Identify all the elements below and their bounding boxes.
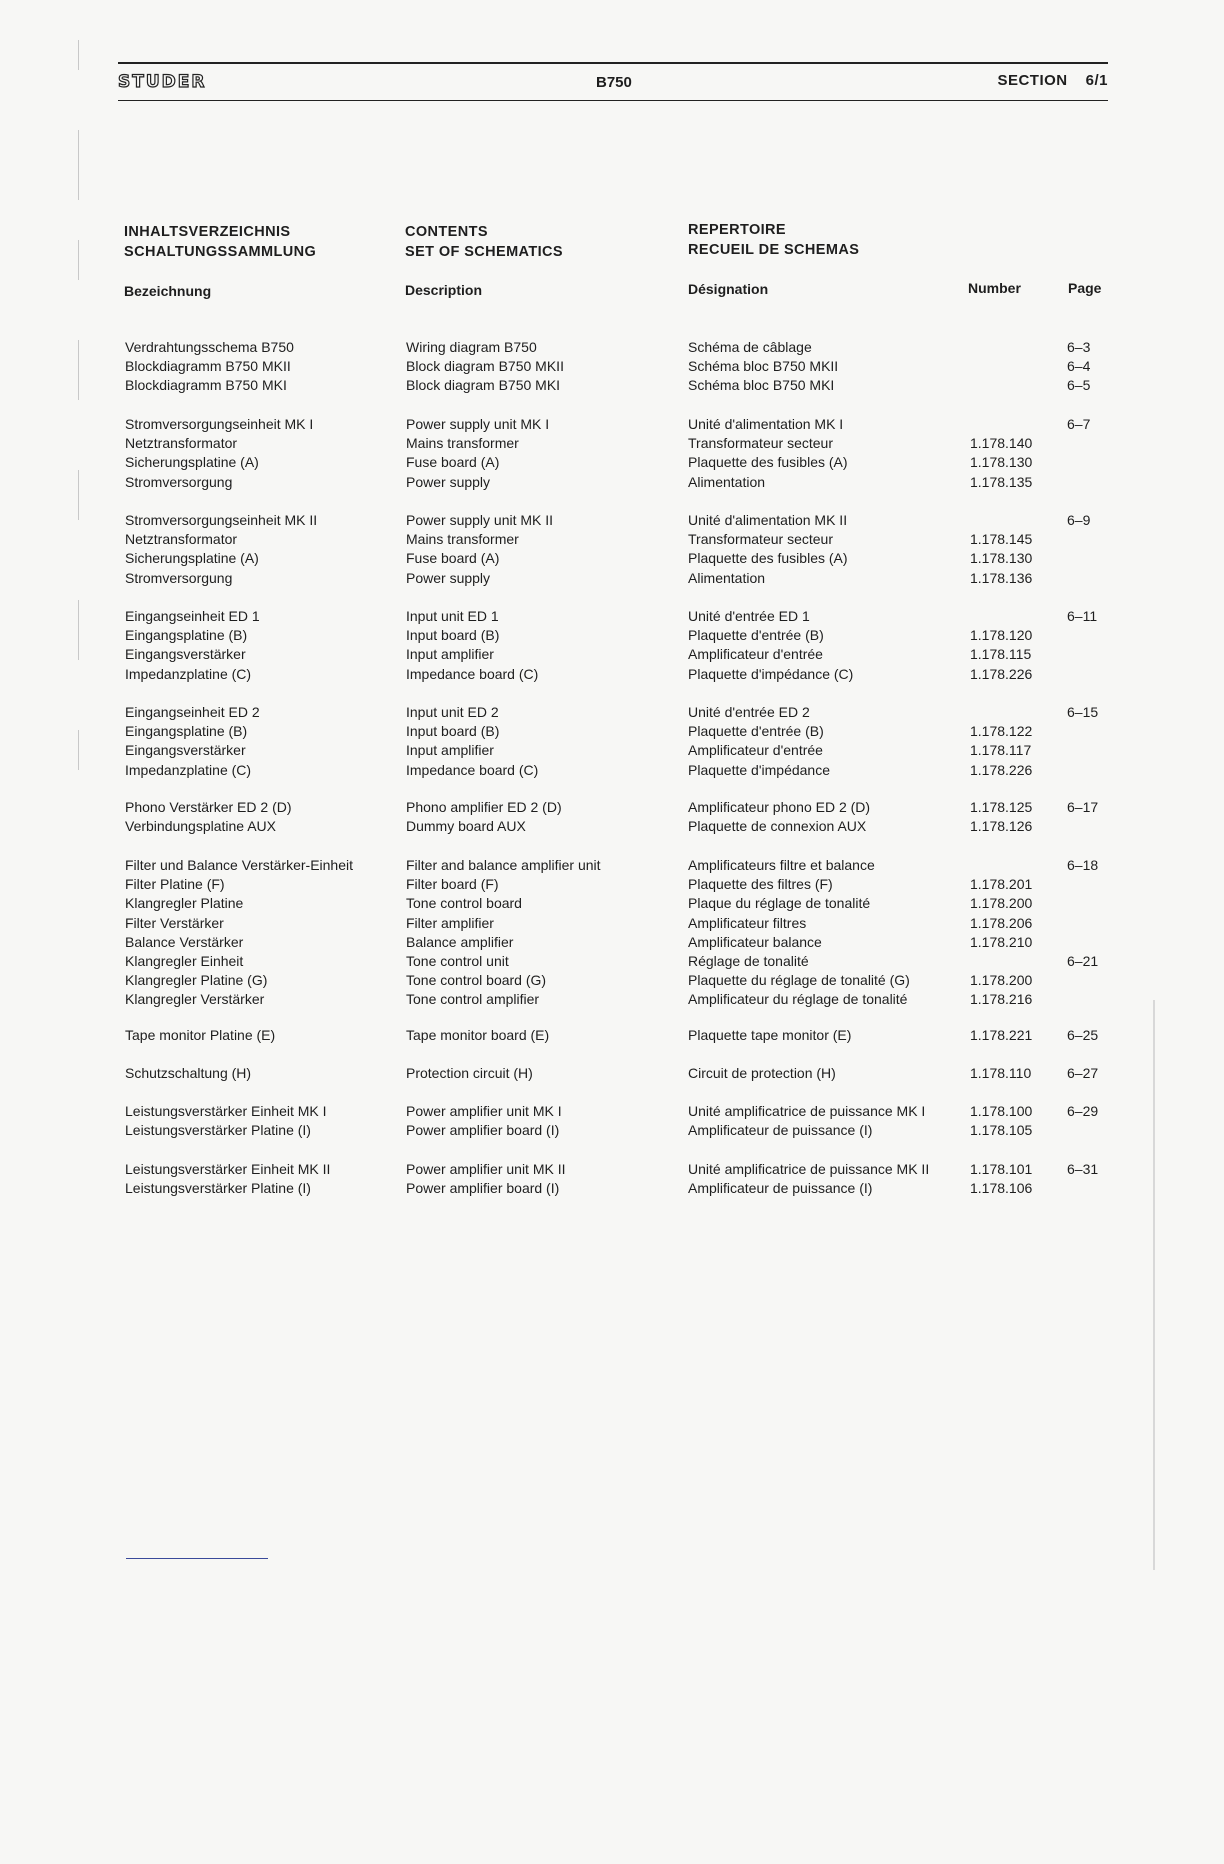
toc-row <box>0 933 1224 952</box>
german-title-line-1: INHALTSVERZEICHNIS <box>124 224 291 240</box>
english-entry: Power amplifier board (I) <box>406 1122 560 1139</box>
toc-group <box>0 338 1224 396</box>
english-entry: Filter amplifier <box>406 914 494 931</box>
studer-logo: STUDER <box>118 72 207 92</box>
part-number: 1.178.140 <box>970 435 1033 452</box>
part-number: 1.178.210 <box>970 933 1033 950</box>
toc-group <box>0 1064 1224 1083</box>
page-number: 6–9 <box>1067 512 1091 528</box>
part-number: 1.178.106 <box>970 1180 1033 1197</box>
toc-row <box>0 1064 1224 1083</box>
toc-row <box>0 856 1224 875</box>
toc-row <box>0 761 1224 780</box>
column-header-french: Désignation <box>688 281 769 297</box>
german-entry: Filter Verstärker <box>125 914 224 931</box>
toc-group <box>0 607 1224 684</box>
toc-row <box>0 376 1224 395</box>
part-number: 1.178.130 <box>970 454 1033 471</box>
english-entry: Dummy board AUX <box>406 818 526 835</box>
french-entry: Unité d'alimentation MK I <box>688 416 844 432</box>
german-entry: Sicherungsplatine (A) <box>125 550 259 567</box>
french-entry: Amplificateur balance <box>688 933 822 950</box>
toc-group <box>0 415 1224 492</box>
french-entry: Amplificateur de puissance (I) <box>688 1122 873 1139</box>
english-entry: Fuse board (A) <box>406 550 500 567</box>
french-entry: Amplificateur d'entrée <box>688 646 823 663</box>
english-entry: Impedance board (C) <box>406 761 539 778</box>
toc-row <box>0 1121 1224 1140</box>
french-entry: Plaquette d'impédance (C) <box>688 665 854 682</box>
page-number: 6–7 <box>1067 416 1091 432</box>
french-entry: Amplificateur phono ED 2 (D) <box>688 799 871 815</box>
page-number: 6–31 <box>1067 1161 1099 1177</box>
english-entry: Mains transformer <box>406 435 519 452</box>
page-number: 6–18 <box>1067 857 1099 873</box>
english-entry: Fuse board (A) <box>406 454 500 471</box>
part-number: 1.178.105 <box>970 1122 1033 1139</box>
part-number: 1.178.101 <box>970 1161 1033 1177</box>
toc-row <box>0 703 1224 722</box>
header-bottom-rule <box>118 100 1108 101</box>
page-number: 6–27 <box>1067 1065 1099 1081</box>
english-entry: Mains transformer <box>406 531 519 548</box>
part-number: 1.178.206 <box>970 914 1033 931</box>
english-entry: Input amplifier <box>406 742 494 759</box>
english-entry: Input unit ED 1 <box>406 608 499 624</box>
part-number: 1.178.136 <box>970 569 1033 586</box>
german-entry: Eingangsplatine (B) <box>125 627 248 644</box>
page-number: 6–17 <box>1067 799 1099 815</box>
toc-row <box>0 434 1224 453</box>
page-number: 6–15 <box>1067 704 1099 720</box>
toc-group <box>0 511 1224 588</box>
german-entry: Blockdiagramm B750 MKII <box>125 358 291 375</box>
part-number: 1.178.115 <box>970 646 1032 663</box>
german-entry: Phono Verstärker ED 2 (D) <box>125 799 292 815</box>
part-number: 1.178.100 <box>970 1103 1033 1119</box>
german-entry: Eingangseinheit ED 1 <box>125 608 260 624</box>
french-entry: Amplificateur de puissance (I) <box>688 1180 873 1197</box>
german-entry: Stromversorgung <box>125 473 233 490</box>
german-entry: Klangregler Einheit <box>125 952 244 969</box>
french-entry: Amplificateur d'entrée <box>688 742 823 759</box>
toc-row <box>0 665 1224 684</box>
page-number: 6–25 <box>1067 1027 1099 1043</box>
part-number: 1.178.126 <box>970 818 1033 835</box>
toc-row <box>0 626 1224 645</box>
toc-group <box>0 1102 1224 1140</box>
german-entry: Impedanzplatine (C) <box>125 761 252 778</box>
toc-row <box>0 607 1224 626</box>
footer-rule <box>126 1558 268 1559</box>
english-entry: Filter board (F) <box>406 876 499 893</box>
french-entry: Amplificateur du réglage de tonalité <box>688 991 908 1008</box>
german-entry: Tape monitor Platine (E) <box>125 1027 276 1043</box>
part-number: 1.178.135 <box>970 473 1033 490</box>
toc-row <box>0 473 1224 492</box>
german-entry: Klangregler Verstärker <box>125 991 265 1008</box>
german-entry: Verdrahtungsschema B750 <box>125 339 294 355</box>
french-entry: Unité d'entrée ED 1 <box>688 608 810 624</box>
english-title-line-1: CONTENTS <box>405 224 488 240</box>
french-entry: Réglage de tonalité <box>688 952 809 969</box>
french-entry: Amplificateur filtres <box>688 914 807 931</box>
french-entry: Plaquette d'impédance <box>688 761 830 778</box>
english-entry: Tone control board <box>406 895 522 912</box>
toc-row <box>0 817 1224 836</box>
toc-row <box>0 952 1224 971</box>
french-entry: Transformateur secteur <box>688 531 833 548</box>
part-number: 1.178.221 <box>970 1027 1033 1043</box>
section-number: 6/1 <box>1085 72 1108 89</box>
french-entry: Schéma de câblage <box>688 339 812 355</box>
english-entry: Phono amplifier ED 2 (D) <box>406 799 562 815</box>
part-number: 1.178.120 <box>970 627 1033 644</box>
english-entry: Tone control amplifier <box>406 991 540 1008</box>
part-number: 1.178.125 <box>970 799 1033 815</box>
page-number: 6–11 <box>1067 608 1098 624</box>
french-entry: Circuit de protection (H) <box>688 1065 836 1081</box>
column-header-german: Bezeichnung <box>124 283 212 299</box>
toc-row <box>0 798 1224 817</box>
english-entry: Wiring diagram B750 <box>406 339 537 355</box>
french-title-line-1: REPERTOIRE <box>688 222 787 238</box>
german-entry: Leistungsverstärker Einheit MK II <box>125 1161 331 1177</box>
german-entry: Schutzschaltung (H) <box>125 1065 252 1081</box>
part-number: 1.178.226 <box>970 665 1033 682</box>
french-entry: Plaquette des filtres (F) <box>688 876 833 893</box>
toc-row <box>0 722 1224 741</box>
french-entry: Plaquette des fusibles (A) <box>688 550 848 567</box>
part-number: 1.178.226 <box>970 761 1033 778</box>
french-entry: Unité d'alimentation MK II <box>688 512 848 528</box>
english-entry: Block diagram B750 MKI <box>406 377 561 394</box>
french-entry: Unité amplificatrice de puissance MK II <box>688 1161 930 1177</box>
german-entry: Stromversorgungseinheit MK I <box>125 416 314 432</box>
english-entry: Power amplifier board (I) <box>406 1180 560 1197</box>
german-entry: Netztransformator <box>125 531 238 548</box>
english-entry: Input board (B) <box>406 627 500 644</box>
page-number: 6–4 <box>1067 358 1091 375</box>
french-entry: Plaquette d'entrée (B) <box>688 723 824 740</box>
page-number: 6–29 <box>1067 1103 1099 1119</box>
english-entry: Block diagram B750 MKII <box>406 358 564 375</box>
toc-group <box>0 856 1224 1010</box>
german-entry: Leistungsverstärker Einheit MK I <box>125 1103 327 1119</box>
english-title <box>405 222 563 262</box>
part-number: 1.178.200 <box>970 972 1033 989</box>
english-entry: Impedance board (C) <box>406 665 539 682</box>
english-entry: Input amplifier <box>406 646 494 663</box>
german-entry: Klangregler Platine <box>125 895 244 912</box>
german-entry: Impedanzplatine (C) <box>125 665 252 682</box>
english-entry: Power supply unit MK II <box>406 512 554 528</box>
english-entry: Filter and balance amplifier unit <box>406 857 601 873</box>
part-number: 1.178.117 <box>970 742 1032 759</box>
german-entry: Stromversorgung <box>125 569 233 586</box>
section-label <box>997 72 1108 89</box>
part-number: 1.178.110 <box>970 1065 1032 1081</box>
french-title-line-2: RECUEIL DE SCHEMAS <box>688 242 860 258</box>
toc-row <box>0 569 1224 588</box>
german-entry: Verbindungsplatine AUX <box>125 818 276 835</box>
french-entry: Schéma bloc B750 MKI <box>688 377 835 394</box>
page-number: 6–3 <box>1067 339 1091 355</box>
toc-row <box>0 453 1224 472</box>
english-entry: Power supply <box>406 473 491 490</box>
toc-row <box>0 741 1224 760</box>
english-entry: Protection circuit (H) <box>406 1065 533 1081</box>
french-entry: Plaquette du réglage de tonalité (G) <box>688 972 910 989</box>
toc-row <box>0 1179 1224 1198</box>
model-label: B750 <box>596 74 632 91</box>
german-entry: Eingangsverstärker <box>125 646 246 663</box>
toc-row <box>0 914 1224 933</box>
toc-group <box>0 1026 1224 1045</box>
page-number: 6–21 <box>1067 952 1099 969</box>
english-entry: Tone control unit <box>406 952 509 969</box>
french-entry: Plaquette tape monitor (E) <box>688 1027 852 1043</box>
french-entry: Unité d'entrée ED 2 <box>688 704 810 720</box>
toc-row <box>0 549 1224 568</box>
french-entry: Schéma bloc B750 MKII <box>688 358 839 375</box>
french-entry: Transformateur secteur <box>688 435 833 452</box>
french-entry: Alimentation <box>688 569 766 586</box>
english-entry: Power supply <box>406 569 491 586</box>
english-entry: Power amplifier unit MK II <box>406 1161 566 1177</box>
french-title <box>688 220 859 260</box>
english-title-line-2: SET OF SCHEMATICS <box>405 244 563 260</box>
german-entry: Netztransformator <box>125 435 238 452</box>
english-entry: Power supply unit MK I <box>406 416 550 432</box>
toc-row <box>0 357 1224 376</box>
german-entry: Eingangsverstärker <box>125 742 246 759</box>
german-entry: Eingangseinheit ED 2 <box>125 704 260 720</box>
toc-row <box>0 1160 1224 1179</box>
part-number: 1.178.200 <box>970 895 1033 912</box>
french-entry: Amplificateurs filtre et balance <box>688 857 875 873</box>
toc-row <box>0 338 1224 357</box>
english-entry: Tone control board (G) <box>406 972 547 989</box>
german-entry: Leistungsverstärker Platine (I) <box>125 1122 311 1139</box>
german-title <box>124 222 316 262</box>
german-entry: Filter und Balance Verstärker-Einheit <box>125 857 353 873</box>
scan-edge-shadow <box>1153 1000 1155 1570</box>
french-entry: Plaquette des fusibles (A) <box>688 454 848 471</box>
part-number: 1.178.145 <box>970 531 1033 548</box>
toc-row <box>0 1026 1224 1045</box>
toc-row <box>0 645 1224 664</box>
toc-row <box>0 894 1224 913</box>
toc-group <box>0 798 1224 836</box>
part-number: 1.178.201 <box>970 876 1033 893</box>
french-entry: Unité amplificatrice de puissance MK I <box>688 1103 926 1119</box>
french-entry: Alimentation <box>688 473 766 490</box>
german-entry: Eingangsplatine (B) <box>125 723 248 740</box>
section-word: SECTION <box>997 72 1068 89</box>
german-entry: Klangregler Platine (G) <box>125 972 268 989</box>
toc-group <box>0 703 1224 780</box>
toc-group <box>0 1160 1224 1198</box>
header-top-rule <box>118 62 1108 64</box>
english-entry: Input unit ED 2 <box>406 704 499 720</box>
german-entry: Balance Verstärker <box>125 933 244 950</box>
german-entry: Filter Platine (F) <box>125 876 225 893</box>
page-number: 6–5 <box>1067 377 1091 394</box>
english-entry: Power amplifier unit MK I <box>406 1103 562 1119</box>
toc-row <box>0 971 1224 990</box>
toc-row <box>0 530 1224 549</box>
english-entry: Input board (B) <box>406 723 500 740</box>
toc-row <box>0 511 1224 530</box>
column-header-page: Page <box>1068 280 1102 296</box>
part-number: 1.178.216 <box>970 991 1033 1008</box>
french-entry: Plaque du réglage de tonalité <box>688 895 871 912</box>
column-header-number: Number <box>968 280 1021 296</box>
german-entry: Blockdiagramm B750 MKI <box>125 377 287 394</box>
german-entry: Leistungsverstärker Platine (I) <box>125 1180 311 1197</box>
column-header-english: Description <box>405 282 483 298</box>
french-entry: Plaquette d'entrée (B) <box>688 627 824 644</box>
part-number: 1.178.122 <box>970 723 1033 740</box>
toc-row <box>0 875 1224 894</box>
toc-row <box>0 990 1224 1009</box>
german-entry: Sicherungsplatine (A) <box>125 454 259 471</box>
german-entry: Stromversorgungseinheit MK II <box>125 512 318 528</box>
toc-row <box>0 1102 1224 1121</box>
french-entry: Plaquette de connexion AUX <box>688 818 867 835</box>
toc-row <box>0 415 1224 434</box>
part-number: 1.178.130 <box>970 550 1033 567</box>
german-title-line-2: SCHALTUNGSSAMMLUNG <box>124 244 317 260</box>
english-entry: Balance amplifier <box>406 933 514 950</box>
english-entry: Tape monitor board (E) <box>406 1027 550 1043</box>
